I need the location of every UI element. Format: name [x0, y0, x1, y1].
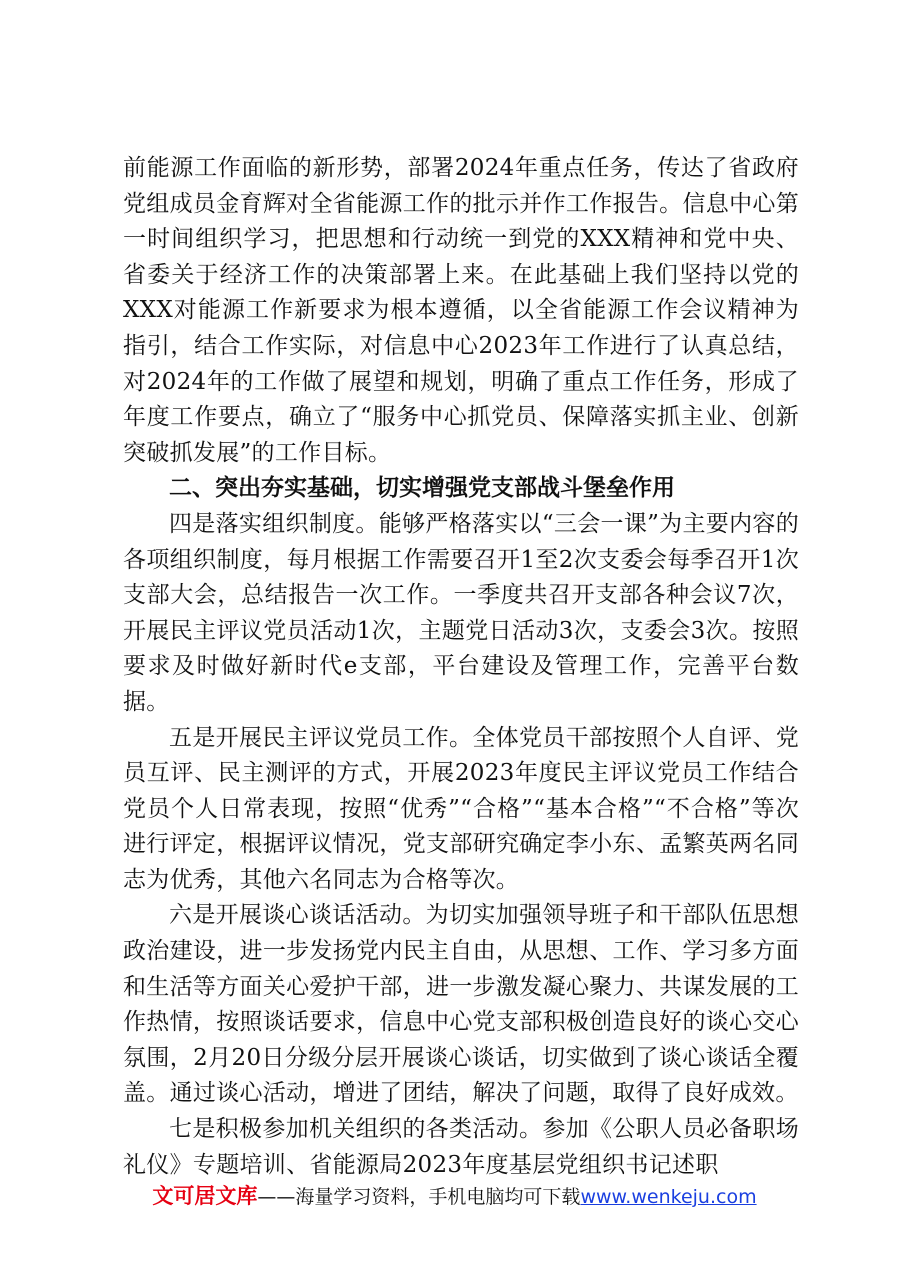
paragraph-democratic-review: 五是开展民主评议党员工作。全体党员干部按照个人自评、党员互评、民主测评的方式，开展2023年度民主评议党员工作结合党员个人日常表现，按照“优秀”“合格”“基本合格”“不合格”等次进行评定，根据评议情况，党支部研究确定李小东、孟繁英两名同志为优秀，其他六名同志为合格等次。 — [123, 724, 799, 893]
footer-url-link[interactable]: www.wenkeju.com — [580, 1186, 757, 1208]
footer-banner — [0, 1182, 909, 1211]
paragraph-activities: 七是积极参加机关组织的各类活动。参加《公职人员必备职场礼仪》专题培训、省能源局2023年度基层党组织书记述职 — [123, 1116, 799, 1178]
paragraph-continued: 前能源工作面临的新形势，部署2024年重点任务，传达了省政府党组成员金育辉对全省能源工作的批示并作工作报告。信息中心第一时间组织学习，把思想和行动统一到党的XXX精神和党中央、省委关于经济工作的决策部署上来。在此基础上我们坚持以党的XXX对能源工作新要求为根本遵循，以全省能源工作会议精神为指引，结合工作实际，对信息中心2023年工作进行了认真总结，对2024年的工作做了展望和规划，明确了重点工作任务，形成了年度工作要点，确立了“服务中心抓党员、保障落实抓主业、创新突破抓发展”的工作目标。 — [123, 155, 799, 466]
footer-brand: 文可居文库 — [152, 1184, 258, 1208]
paragraph-organization-system: 四是落实组织制度。能够严格落实以“三会一课”为主要内容的各项组织制度，每月根据工作需要召开1至2次支委会每季召开1次支部大会，总结报告一次工作。一季度共召开支部各种会议7次，开展民主评议党员活动1次，主题党日活动3次，支委会3次。按照要求及时做好新时代e支部，平台建设及管理工作，完善平台数据。 — [123, 510, 799, 715]
document-body — [123, 151, 799, 1183]
paragraph-heart-talk: 六是开展谈心谈话活动。为切实加强领导班子和干部队伍思想政治建设，进一步发扬党内民主自由，从思想、工作、学习多方面和生活等方面关心爱护干部，进一步激发凝心聚力、共谋发展的工作热情，按照谈话要求，信息中心党支部积极创造良好的谈心交心氛围，2月20日分级分层开展谈心谈话，切实做到了谈心谈话全覆盖。通过谈心活动，增进了团结，解决了问题，取得了良好成效。 — [123, 902, 799, 1107]
footer-slogan: ——海量学习资料，手机电脑均可下载 — [257, 1186, 581, 1208]
section-heading: 二、突出夯实基础，切实增强党支部战斗堡垒作用 — [169, 475, 675, 502]
